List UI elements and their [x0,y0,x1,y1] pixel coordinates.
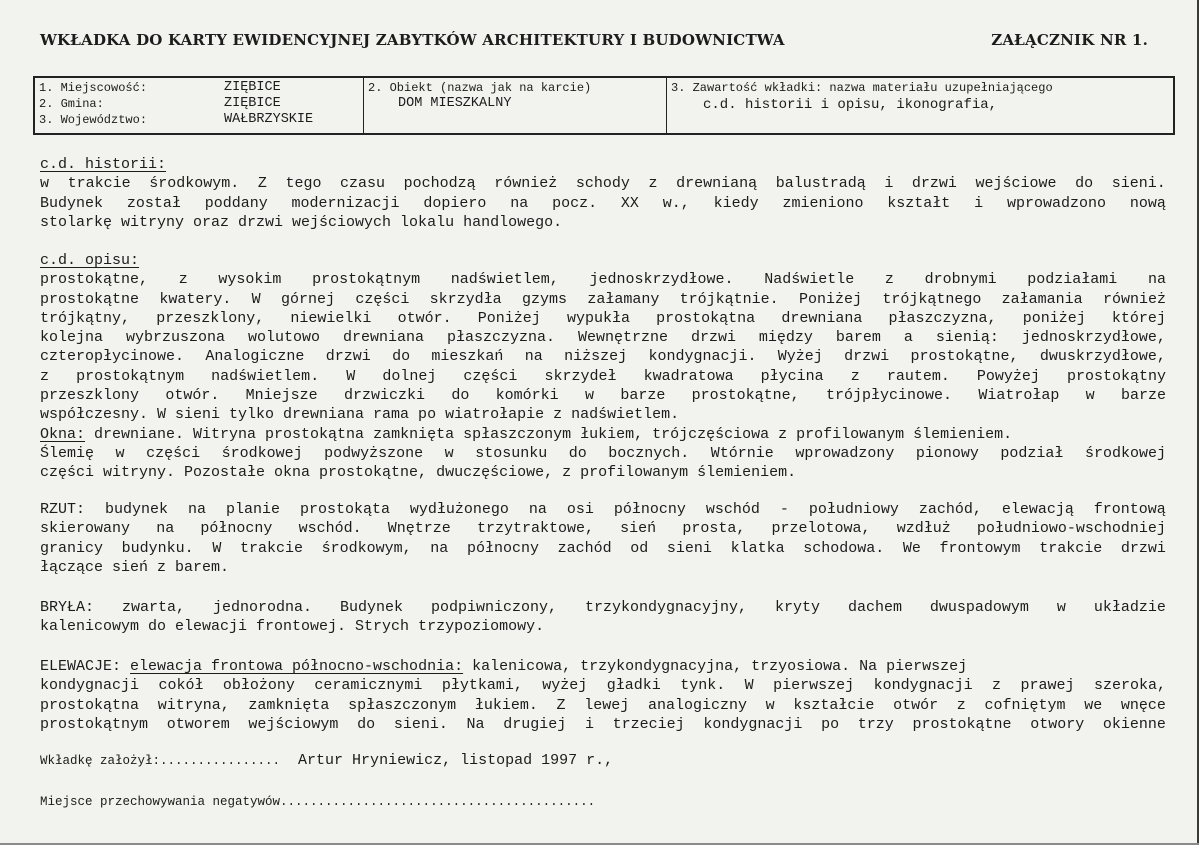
text-line: czteropłycinowe. Analogiczne drzwi do mieszkań na niższej kondygnacji. Wyżej drzwi prostokątne, dwuskrzydłowe, [40,348,1166,366]
elevations-section [40,657,1166,734]
text-line: granicy budynku. W trakcie środkowym, na północny zachód od sieni klatka schodowa. We frontowym trakcie drzwi [40,539,1166,557]
windows-label: Okna: [40,425,86,443]
negatives-line [40,792,595,810]
elevations-prefix: ELEWACJE: [40,658,131,675]
text-line: RZUT: budynek na planie prostokąta wydłużonego na osi północny wschód - południowy zachód, elewacją frontową [40,501,1166,518]
locality-label: 1. Miejscowość: [39,81,148,95]
description-heading: c.d. opisu: [40,252,140,269]
text-line: kondygnacji cokół obłożony ceramicznymi płytkami, wyżej gładki tynk. W pierwszej kondygnacji z prawej szeroka, [40,677,1166,695]
text-line: prostokątnym otworem wejściowym do sieni. Na drugiej i trzeciej kondygnacji po trzy prostokątne otwory okienne [40,715,1166,733]
contents-label: 3. Zawartość wkładki: nazwa materiału uzupełniającego [671,81,1053,95]
object-label: 2. Obiekt (nazwa jak na karcie) [368,81,592,95]
text-line: trójkątny, przeszklony, niewielki otwór. Poniżej wypukła prostokątna drewniana płaszczyzna, poniżej której [40,309,1166,327]
created-by-line [40,751,613,769]
attachment-number: ZAŁĄCZNIK NR 1. [991,31,1148,49]
text-line: Ślemię w części środkowej podwyższone w stosunku do bocznych. Wtórnie wprowadzony pionowy podział środkowej [40,444,1166,462]
form-title: WKŁADKA DO KARTY EWIDENCYJNEJ ZABYTKÓW ARCHITEKTURY I BUDOWNICTWA [40,31,785,49]
history-heading: c.d. historii: [40,156,167,173]
elevations-front-heading: elewacja frontowa północno-wschodnia: [130,658,464,675]
commune-row [39,96,359,112]
created-by-value: Artur Hryniewicz, listopad 1997 r., [280,752,614,769]
description-section [40,251,1166,483]
text-line: stolarkę witryny oraz drzwi wejściowych lokalu handlowego. [40,213,563,231]
mass-section [40,598,1166,637]
windows-text: drewniane. Witryna prostokątna zamknięta spłaszczonym łukiem, trójczęściowa z profilowanym ślemieniem. [85,425,1013,443]
text-line: współczesny. W sieni tylko drewniana rama po wiatrołapie z nadświetlem. [40,406,680,424]
text-line: kalenicowym do elewacji frontowej. Strych trzypoziomowy. [40,618,545,636]
text-line: prostokątne kwatery. W górnej części skrzydła gzyms załamany trójkątnie. Poniżej trójkątnego załamania również [40,290,1166,308]
text-line: BRYŁA: zwarta, jednorodna. Budynek podpiwniczony, trzykondygnacyjny, kryty dachem dwuspadowym w układzie [40,599,1166,616]
text-line: Budynek został poddany modernizacji dopiero na pocz. XX w., kiedy zmieniono kształt i wprowadzono nową [40,194,1166,212]
location-cell [34,77,364,134]
text-line: części witryny. Pozostałe okna prostokątne, dwuczęściowe, z profilowanym ślemieniem. [40,464,797,482]
elevations-first-rest: kalenicowa, trzykondygnacyjna, trzyosiowa. Na pierwszej [463,658,968,675]
commune-value: ZIĘBICE [224,96,281,111]
voivodeship-label: 3. Województwo: [39,113,148,127]
history-section [40,155,1166,232]
form-header [40,31,1148,49]
voivodeship-value: WAŁBRZYSKIE [224,112,314,127]
contents-value: c.d. historii i opisu, ikonografia, [703,97,998,113]
voivodeship-row [39,112,359,128]
text-line: kolejna wybrzuszona wolutowo drewniana płaszczyzna. Wewnętrzne drzwi między barem a sienią: jednoskrzydłowe, [40,329,1166,347]
elevations-first-line [40,657,1166,676]
object-value: DOM MIESZKALNY [398,96,512,111]
contents-cell [667,77,1175,134]
created-by-label: Wkładkę założył:................ [40,754,281,768]
info-table [33,76,1175,135]
text-line: prostokątne, z wysokim prostokątnym nadświetlem, jednoskrzydłowe. Nadświetle z drobnymi podziałami na [40,271,1166,289]
text-line: łączące sień z barem. [40,558,230,576]
plan-section [40,500,1166,577]
windows-line [40,425,1166,444]
text-line: przeszklony otwór. Mniejsze drzwiczki do komórki w barze prostokątne, trójpłycinowe. Wiatrołap w barze [40,387,1166,405]
negatives-label: Miejsce przechowywania negatywów.......................................... [40,795,596,809]
text-line: skierowany na północny wschód. Wnętrze trzytraktowe, sień prosta, przelotowa, wzdłuż południowo-wschodniej [40,520,1166,538]
object-cell [364,77,667,134]
locality-value: ZIĘBICE [224,80,281,95]
text-line: prostokątna witryna, zamknięta spłaszczonym łukiem. Z lewej analogiczny w kształcie otwór z cofniętym we wnęce [40,696,1166,714]
commune-label: 2. Gmina: [39,97,104,111]
locality-row [39,80,359,96]
text-line: w trakcie środkowym. Z tego czasu pochodzą również schody z drewnianą balustradą i drzwi wejściowe do sieni. [40,175,1166,193]
text-line: z prostokątnym nadświetlem. W dolnej części skrzydeł kwadratowa płycina z rautem. Powyżej prostokątny [40,367,1166,385]
